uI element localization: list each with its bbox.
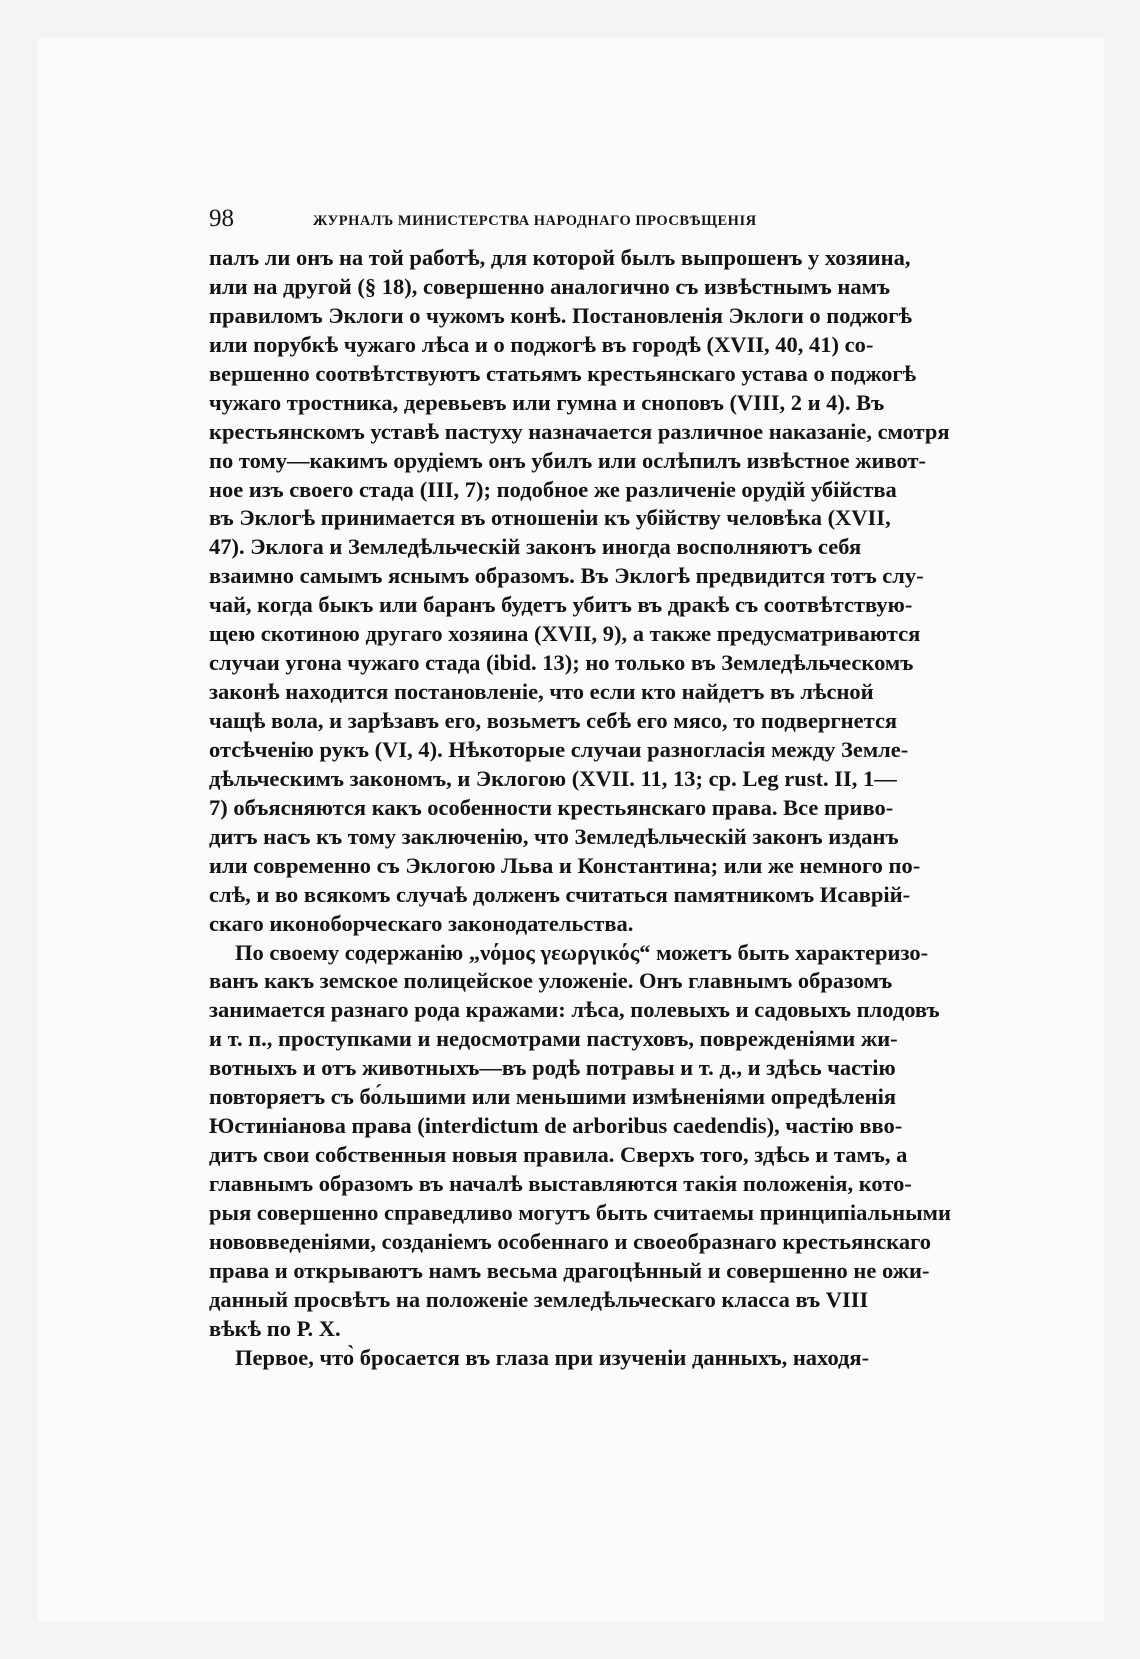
text-line: скаго иконоборческаго законодательства.: [209, 910, 634, 936]
text-line: занимается разнаго рода кражами: лѣса, полевыхъ и садовыхъ плодовъ: [209, 997, 940, 1023]
text-line: Юстиніанова права (interdictum de arboribus caedendis), частію вво-: [209, 1113, 903, 1139]
text-line: По своему содержанію „νόμος γεωργικός“ можетъ быть характеризо-: [235, 939, 929, 965]
text-line: чай, когда быкъ или баранъ будетъ убитъ въ дракѣ съ соотвѣтствую-: [209, 592, 913, 618]
text-line: щею скотиною другаго хозяина (XVII, 9), а также предусматриваются: [209, 621, 921, 647]
page-number: 98: [209, 205, 234, 232]
text-line: слѣ, и во всякомъ случаѣ долженъ считаться памятникомъ Исаврій-: [209, 881, 911, 907]
text-line: дитъ насъ къ тому заключенію, что Земледѣльческій законъ изданъ: [209, 823, 899, 849]
text-line: чужаго тростника, деревьевъ или гумна и сноповъ (VIII, 2 и 4). Въ: [209, 389, 885, 415]
text-line: повторяетъ съ бо́льшими или меньшими измѣненіями опредѣленія: [209, 1084, 897, 1110]
text-line: или современно съ Эклогою Льва и Константина; или же немного по-: [209, 852, 921, 878]
text-line: дитъ свои собственныя новыя правила. Сверхъ того, здѣсь и тамъ, а: [209, 1142, 908, 1168]
text-line: данный просвѣтъ на положеніе земледѣльческаго класса въ VIII: [209, 1286, 869, 1312]
text-line: вершенно соотвѣтствуютъ статьямъ крестьянскаго устава о поджогѣ: [209, 360, 917, 386]
text-line: права и открываютъ намъ весьма драгоцѣнный и совершенно не ожи-: [209, 1257, 930, 1283]
text-line: по тому—какимъ орудіемъ онъ убилъ или ослѣпилъ извѣстное живот-: [209, 447, 926, 473]
body-text: [209, 244, 951, 1373]
paragraph-2: [209, 939, 951, 1344]
text-line: законѣ находится постановленіе, что если кто найдетъ въ лѣсной: [209, 679, 874, 705]
text-line: 47). Эклога и Земледѣльческій законъ иногда восполняютъ себя: [209, 534, 862, 560]
text-line: ванъ какъ земское полицейское уложеніе. Онъ главнымъ образомъ: [209, 968, 893, 994]
text-line: палъ ли онъ на той работѣ, для которой былъ выпрошенъ у хозяина,: [209, 245, 911, 270]
text-line: дѣльческимъ закономъ, и Эклогою (XVII. 11, 13; ср. Leg rust. II, 1—: [209, 765, 897, 791]
paragraph-1: [209, 244, 950, 939]
text-line: 7) объясняются какъ особенности крестьянскаго права. Все приво-: [209, 794, 894, 820]
text-line: правиломъ Эклоги о чужомъ конѣ. Постановленія Эклоги о поджогѣ: [209, 302, 912, 328]
text-line: и т. п., проступками и недосмотрами пастуховъ, поврежденіями жи-: [209, 1026, 898, 1052]
text-line: главнымъ образомъ въ началѣ выставляются такія положенія, кото-: [209, 1171, 912, 1196]
text-line: или на другой (§ 18), совершенно аналогично съ извѣстнымъ намъ: [209, 273, 891, 299]
text-line: крестьянскомъ уставѣ пастуху назначается различное наказаніе, смотря: [209, 418, 950, 444]
running-title: ЖУРНАЛЪ МИНИСТЕРСТВА НАРОДНАГО ПРОСВѢЩЕНІЯ: [313, 213, 757, 229]
text-line: въ Эклогѣ принимается въ отношеніи къ убійству человѣка (XVII,: [209, 505, 891, 531]
text-line: Первое, что̀ бросается въ глаза при изученіи данныхъ, находя-: [235, 1344, 870, 1370]
text-line: отсѣченію рукъ (VI, 4). Нѣкоторые случаи разногласія между Земле-: [209, 736, 909, 762]
text-line: чащѣ вола, и зарѣзавъ его, возьметъ себѣ его мясо, то подвергнется: [209, 708, 898, 733]
text-line: рыя совершенно справедливо могутъ быть считаемы принципіальными: [209, 1199, 951, 1225]
text-line: взаимно самымъ яснымъ образомъ. Въ Эклогѣ предвидится тотъ слу-: [209, 563, 924, 589]
text-line: нововведеніями, созданіемъ особеннаго и своеобразнаго крестьянскаго: [209, 1228, 931, 1254]
page-header: [209, 202, 857, 236]
text-line: случаи угона чужаго стада (ibid. 13); но только въ Земледѣльческомъ: [209, 650, 914, 676]
text-line: вѣкѣ по Р. Х.: [209, 1315, 341, 1341]
paragraph-3: [209, 1344, 870, 1373]
text-line: или порубкѣ чужаго лѣса и о поджогѣ въ городѣ (XVII, 40, 41) со-: [209, 331, 874, 357]
text-line: вотныхъ и отъ животныхъ—въ родѣ потравы и т. д., и здѣсь частію: [209, 1055, 896, 1081]
text-line: ное изъ своего стада (III, 7); подобное же различеніе орудій убійства: [209, 476, 897, 502]
